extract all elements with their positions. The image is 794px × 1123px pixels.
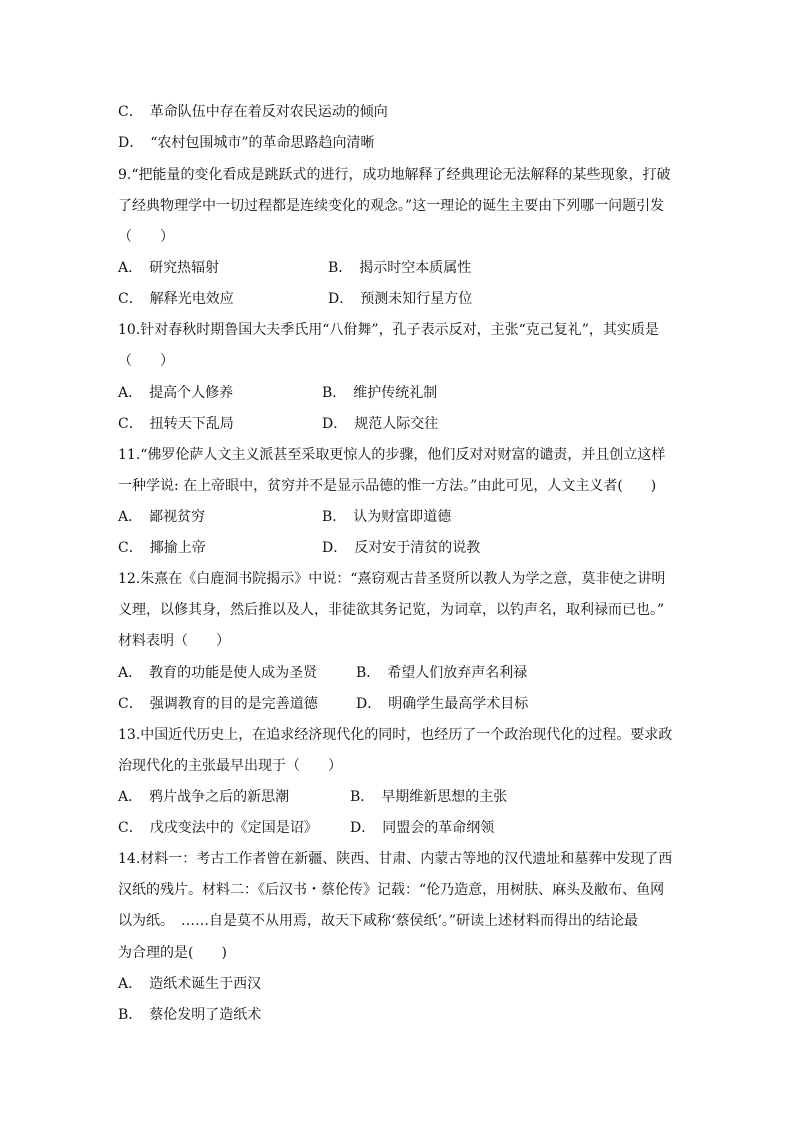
option-13d: D． 同盟会的革命纲领 bbox=[350, 820, 495, 836]
option-12c: C． 强调教育的目的是完善道德 bbox=[118, 696, 318, 712]
question-12-stem-line-1: 12.朱熹在《白鹿洞书院揭示》中说：“熹窃观古昔圣贤所以教人为学之意，莫非使之讲明 bbox=[118, 571, 666, 587]
question-13-stem-line-2: 治现代化的主张最早出现于（ ） bbox=[118, 758, 342, 774]
question-14-stem-line-1: 14.材料一：考古工作者曾在新疆、陕西、甘肃、内蒙古等地的汉代遗址和墓葬中发现了西 bbox=[118, 851, 673, 867]
question-14-stem-line-3: 以为纸。 ……自是莫不从用焉，故天下咸称‘蔡侯纸’。”研读上述材料而得出的结论最 bbox=[118, 913, 639, 929]
option-13c: C． 戊戌变法中的《定国是诏》 bbox=[118, 820, 318, 836]
question-13-stem-line-1: 13.中国近代历史上，在追求经济现代化的同时，也经历了一个政治现代化的过程。要求政 bbox=[118, 727, 673, 743]
option-11a: A． 鄙视贫穷 bbox=[118, 509, 206, 525]
question-14-stem-line-2: 汉纸的残片。材料二：《后汉书・蔡伦传》记载：“伦乃造意，用树肤、麻头及敝布、鱼网 bbox=[118, 882, 665, 898]
option-8d: D． “农村包围城市”的革命思路趋向清晰 bbox=[118, 135, 375, 151]
option-10d: D． 规范人际交往 bbox=[322, 416, 439, 432]
option-10c: C． 扭转天下乱局 bbox=[118, 416, 234, 432]
option-9a: A． 研究热辐射 bbox=[118, 260, 220, 276]
option-14a: A． 造纸术诞生于西汉 bbox=[118, 976, 262, 992]
question-10-stem-line-1: 10.针对春秋时期鲁国大夫季氏用“八佾舞”，孔子表示反对，主张“克己复礼”，其实质是 bbox=[118, 322, 659, 338]
option-12a: A． 教育的功能是使人成为圣贤 bbox=[118, 665, 318, 681]
option-13b: B． 早期维新思想的主张 bbox=[350, 789, 508, 805]
option-9c: C． 解释光电效应 bbox=[118, 291, 234, 307]
question-12-stem-line-2: 义理，以修其身，然后推以及人，非徒欲其务记览，为词章，以钓声名，取利禄而已也。” bbox=[118, 602, 665, 618]
question-11-stem-line-2: 一种学说: 在上帝眼中，贫穷并不是显示品德的惟一方法。”由此可见，人文主义者( ) bbox=[118, 478, 657, 494]
option-12b: B． 希望人们放弃声名利禄 bbox=[356, 665, 528, 681]
question-9-blank: （ ） bbox=[118, 229, 174, 245]
option-11b: B． 认为财富即道德 bbox=[322, 509, 452, 525]
option-10a: A． 提高个人修养 bbox=[118, 385, 234, 401]
question-11-stem-line-1: 11.“佛罗伦萨人文主义派甚至采取更惊人的步骤，他们反对对财富的谴责，并且创立这样 bbox=[118, 447, 666, 463]
option-11d: D． 反对安于清贫的说教 bbox=[322, 540, 481, 556]
option-10b: B． 维护传统礼制 bbox=[322, 385, 438, 401]
question-10-blank: （ ） bbox=[118, 353, 174, 369]
option-12d: D． 明确学生最高学术目标 bbox=[356, 696, 529, 712]
option-9d: D． 预测未知行星方位 bbox=[328, 291, 473, 307]
question-9-stem-line-2: 了经典物理学中一切过程都是连续变化的观念。”这一理论的诞生主要由下列哪一问题引发 bbox=[118, 198, 665, 214]
question-14-stem-line-4: 为合理的是( ) bbox=[118, 945, 227, 961]
option-8c: C． 革命队伍中存在着反对农民运动的倾向 bbox=[118, 104, 388, 120]
option-9b: B． 揭示时空本质属性 bbox=[328, 260, 472, 276]
option-14b: B． 蔡伦发明了造纸术 bbox=[118, 1007, 262, 1023]
question-9-stem-line-1: 9.“把能量的变化看成是跳跃式的进行，成功地解释了经典理论无法解释的某些现象，打破 bbox=[118, 167, 671, 183]
option-11c: C． 揶揄上帝 bbox=[118, 540, 206, 556]
question-12-stem-line-3: 材料表明（ ） bbox=[118, 633, 230, 649]
option-13a: A． 鸦片战争之后的新思潮 bbox=[118, 789, 290, 805]
